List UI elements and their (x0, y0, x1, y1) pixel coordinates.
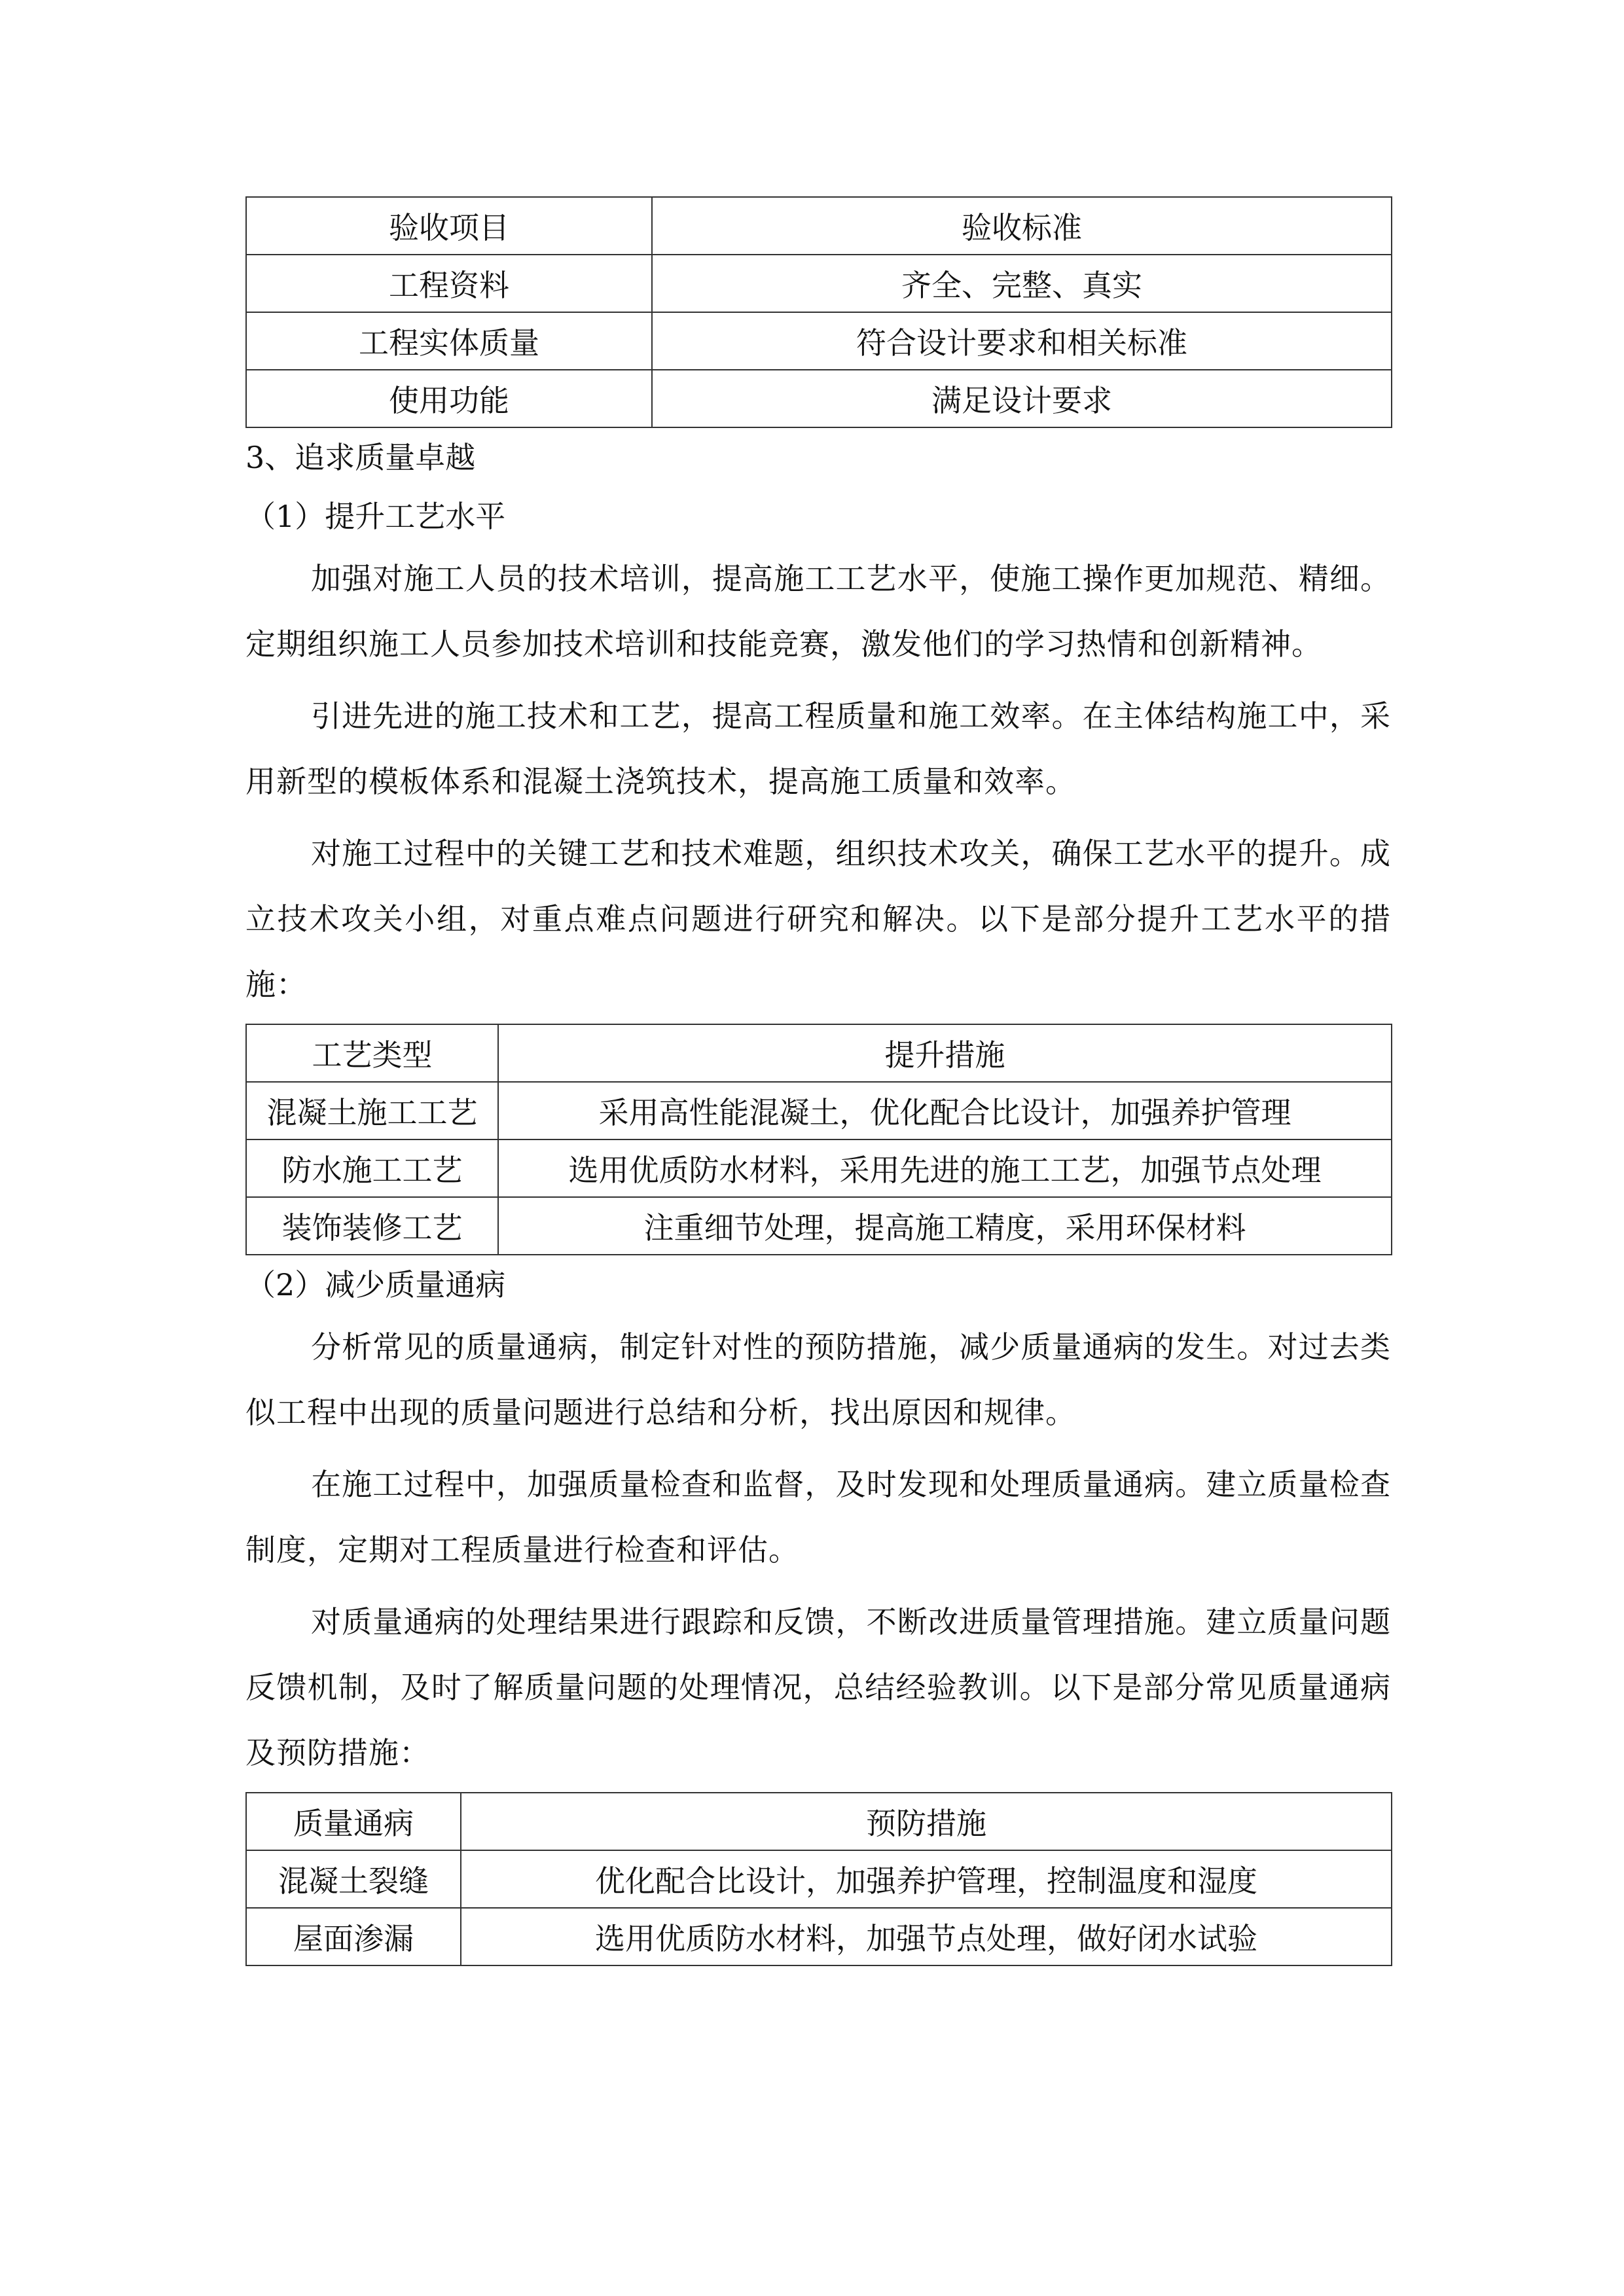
table-cell: 优化配合比设计，加强养护管理，控制温度和湿度 (461, 1850, 1392, 1908)
table-cell: 屋面渗漏 (246, 1908, 461, 1965)
table-header-row (246, 1793, 1392, 1850)
document-page (245, 196, 1391, 1966)
table-cell: 装饰装修工艺 (246, 1197, 498, 1255)
table-row (246, 1197, 1392, 1255)
table-cell: 工程实体质量 (246, 312, 652, 370)
table-cell: 选用优质防水材料，采用先进的施工工艺，加强节点处理 (498, 1139, 1392, 1197)
subsection-heading: （2）减少质量通病 (245, 1267, 506, 1302)
table-row (246, 1082, 1392, 1139)
table-cell: 混凝土施工工艺 (246, 1082, 498, 1139)
paragraph: 对质量通病的处理结果进行跟踪和反馈，不断改进质量管理措施。建立质量问题反馈机制，及时了解质量问题的处理情况，总结经验教训。以下是部分常见质量通病及预防措施： (245, 1604, 1391, 1770)
paragraph: 对施工过程中的关键工艺和技术难题，组织技术攻关，确保工艺水平的提升。成立技术攻关小组，对重点难点问题进行研究和解决。以下是部分提升工艺水平的措施： (245, 836, 1391, 1002)
table-cell: 选用优质防水材料，加强节点处理，做好闭水试验 (461, 1908, 1392, 1965)
table-header-cell: 验收标准 (652, 197, 1392, 255)
table-header-row (246, 197, 1392, 255)
paragraph: 分析常见的质量通病，制定针对性的预防措施，减少质量通病的发生。对过去类似工程中出现的质量问题进行总结和分析，找出原因和规律。 (245, 1329, 1391, 1430)
table-cell: 采用高性能混凝土，优化配合比设计，加强养护管理 (498, 1082, 1392, 1139)
table-cell: 齐全、完整、真实 (652, 255, 1392, 312)
subsection-heading: （1）提升工艺水平 (245, 499, 506, 534)
table-cell: 满足设计要求 (652, 370, 1392, 427)
table-row (246, 1908, 1392, 1965)
paragraph: 加强对施工人员的技术培训，提高施工工艺水平，使施工操作更加规范、精细。定期组织施工人员参加技术培训和技能竞赛，激发他们的学习热情和创新精神。 (245, 561, 1391, 662)
craft-improvement-table (245, 1024, 1392, 1255)
table-header-cell: 预防措施 (461, 1793, 1392, 1850)
table-header-cell: 验收项目 (246, 197, 652, 255)
paragraph: 在施工过程中，加强质量检查和监督，及时发现和处理质量通病。建立质量检查制度，定期对工程质量进行检查和评估。 (245, 1467, 1391, 1568)
table-cell: 混凝土裂缝 (246, 1850, 461, 1908)
table-row (246, 1850, 1392, 1908)
quality-defects-table (245, 1792, 1392, 1966)
table-cell: 注重细节处理，提高施工精度，采用环保材料 (498, 1197, 1392, 1255)
table-header-cell: 质量通病 (246, 1793, 461, 1850)
paragraph: 引进先进的施工技术和工艺，提高工程质量和施工效率。在主体结构施工中，采用新型的模板体系和混凝土浇筑技术，提高施工质量和效率。 (245, 698, 1391, 799)
table-row (246, 370, 1392, 427)
section-heading: 3、追求质量卓越 (245, 440, 476, 475)
table-header-cell: 工艺类型 (246, 1024, 498, 1082)
table-cell: 符合设计要求和相关标准 (652, 312, 1392, 370)
table-header-cell: 提升措施 (498, 1024, 1392, 1082)
table-row (246, 1139, 1392, 1197)
table-header-row (246, 1024, 1392, 1082)
table-row (246, 312, 1392, 370)
table-cell: 使用功能 (246, 370, 652, 427)
acceptance-table (245, 196, 1392, 428)
table-cell: 防水施工工艺 (246, 1139, 498, 1197)
table-row (246, 255, 1392, 312)
table-cell: 工程资料 (246, 255, 652, 312)
